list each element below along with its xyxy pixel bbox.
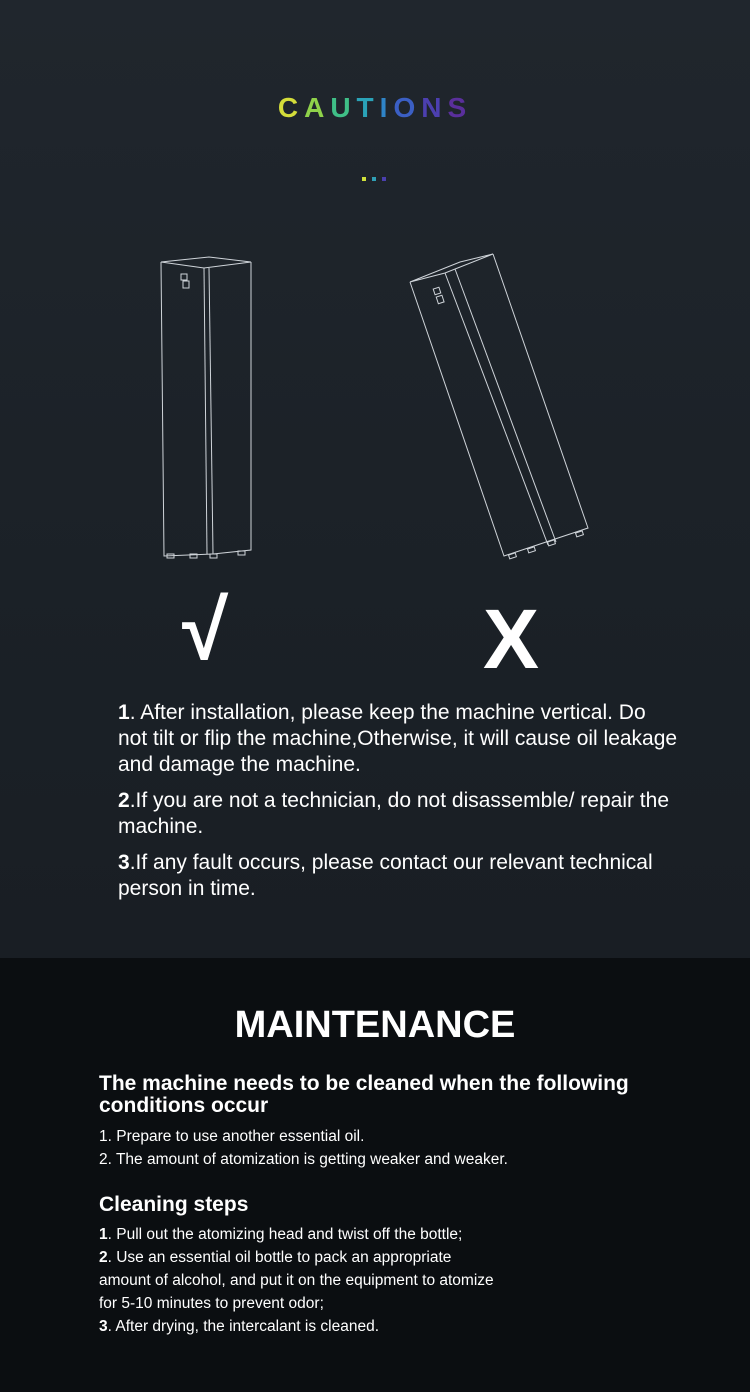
title-letter: O [393, 92, 422, 123]
step-line [99, 1292, 324, 1315]
caution-text: . After installation, please keep the machine vertical. Do not tilt or flip the machine,Otherwise, it will cause oil leakage and damage the machine. [118, 701, 678, 776]
caution-text: .If you are not a technician, do not disassemble/ repair the machine. [118, 789, 670, 838]
caution-text: .If any fault occurs, please contact our relevant technical person in time. [118, 851, 653, 900]
caution-item [118, 700, 678, 778]
check-mark-icon: √ [182, 583, 229, 677]
title-letter: S [447, 92, 473, 123]
step-line [99, 1246, 451, 1269]
caution-number: 3 [118, 851, 130, 874]
cross-mark-icon: X [483, 592, 540, 686]
title-letter: I [379, 92, 394, 123]
title-letter: T [356, 92, 380, 123]
dot [382, 177, 386, 181]
step-text: . Use an essential oil bottle to pack an appropriate [107, 1249, 452, 1266]
step-line [99, 1269, 494, 1292]
cautions-title [0, 92, 750, 124]
title-letter: C [277, 92, 305, 123]
dot [372, 177, 376, 181]
step-text: . After drying, the intercalant is cleaned. [107, 1318, 380, 1335]
maintenance-section [0, 958, 750, 1392]
caution-number: 2 [118, 789, 130, 812]
steps-heading: Cleaning steps [99, 1193, 249, 1216]
step-line [99, 1315, 379, 1338]
caution-number: 1 [118, 701, 130, 724]
step-text: amount of alcohol, and put it on the equipment to atomize [99, 1272, 494, 1289]
upright-machine-illustration [150, 250, 265, 570]
step-number: 1 [99, 1226, 108, 1243]
title-letter: U [330, 92, 357, 123]
step-line [99, 1223, 462, 1246]
title-letter: N [421, 92, 448, 123]
step-text: . Pull out the atomizing head and twist off the bottle; [107, 1226, 463, 1243]
conditions-heading: The machine needs to be cleaned when the following conditions occur [99, 1072, 629, 1117]
condition-item: 1. Prepare to use another essential oil. [99, 1128, 365, 1145]
dot [362, 177, 366, 181]
caution-item [118, 850, 678, 902]
step-text: for 5-10 minutes to prevent odor; [99, 1295, 324, 1312]
title-letter: A [304, 92, 331, 123]
step-number: 3 [99, 1318, 108, 1335]
condition-item: 2. The amount of atomization is getting weaker and weaker. [99, 1151, 508, 1168]
maintenance-title: MAINTENANCE [234, 1004, 516, 1046]
caution-list [118, 700, 678, 912]
tilted-machine-illustration [400, 245, 600, 570]
step-number: 2 [99, 1249, 108, 1266]
caution-item [118, 788, 678, 840]
